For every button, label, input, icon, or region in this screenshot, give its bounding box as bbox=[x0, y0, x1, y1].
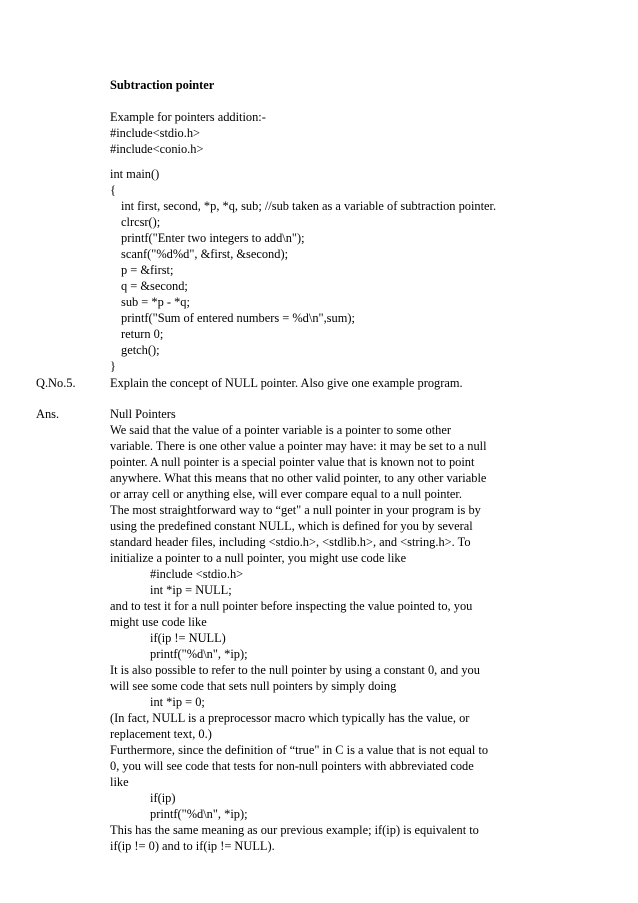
answer-line: or array cell or anything else, will ever compare equal to a null pointer. bbox=[110, 487, 462, 501]
answer-line: variable. There is one other value a pointer may have: it may be set to a null bbox=[110, 439, 487, 453]
code-line: printf("Sum of entered numbers = %d\n",sum); bbox=[121, 311, 355, 325]
answer-line: might use code like bbox=[110, 615, 207, 629]
section-title: Subtraction pointer bbox=[110, 78, 215, 92]
answer-line: We said that the value of a pointer variable is a pointer to some other bbox=[110, 423, 452, 437]
code-line: sub = *p - *q; bbox=[121, 295, 190, 309]
answer-line: Furthermore, since the definition of “true" in C is a value that is not equal to bbox=[110, 743, 489, 757]
answer-line: It is also possible to refer to the null pointer by using a constant 0, and you bbox=[110, 663, 480, 677]
answer-line: The most straightforward way to “get" a null pointer in your program is by bbox=[110, 503, 481, 517]
answer-line: if(ip != 0) and to if(ip != NULL). bbox=[110, 839, 275, 853]
answer-code-line: #include <stdio.h> bbox=[150, 567, 244, 581]
answer-line: pointer. A null pointer is a special pointer value that is known not to point bbox=[110, 455, 475, 469]
code-line: return 0; bbox=[121, 327, 164, 341]
answer-line: and to test it for a null pointer before inspecting the value pointed to, you bbox=[110, 599, 473, 613]
code-line: q = &second; bbox=[121, 279, 188, 293]
code-line: p = &first; bbox=[121, 263, 174, 277]
code-close-brace: } bbox=[110, 359, 116, 373]
answer-line: like bbox=[110, 775, 129, 789]
answer-code-line: int *ip = NULL; bbox=[150, 583, 232, 597]
answer-line: This has the same meaning as our previous example; if(ip) is equivalent to bbox=[110, 823, 479, 837]
answer-line: replacement text, 0.) bbox=[110, 727, 212, 741]
code-include-line: #include<stdio.h> bbox=[110, 126, 201, 140]
code-include-line: #include<conio.h> bbox=[110, 142, 204, 156]
question-label: Q.No.5. bbox=[36, 376, 76, 390]
answer-line: using the predefined constant NULL, which is defined for you by several bbox=[110, 519, 473, 533]
code-line: printf("Enter two integers to add\n"); bbox=[121, 231, 305, 245]
answer-line: standard header files, including <stdio.h>, <stdlib.h>, and <string.h>. To bbox=[110, 535, 471, 549]
answer-line: will see some code that sets null pointers by simply doing bbox=[110, 679, 397, 693]
answer-line: (In fact, NULL is a preprocessor macro which typically has the value, or bbox=[110, 711, 470, 725]
code-line: clrcsr(); bbox=[121, 215, 161, 229]
code-line: scanf("%d%d", &first, &second); bbox=[121, 247, 289, 261]
intro-text: Example for pointers addition:- bbox=[110, 110, 266, 124]
answer-line: initialize a pointer to a null pointer, you might use code like bbox=[110, 551, 407, 565]
code-main-line: int main() bbox=[110, 167, 160, 181]
answer-code-line: printf("%d\n", *ip); bbox=[150, 807, 248, 821]
question-text: Explain the concept of NULL pointer. Also give one example program. bbox=[110, 376, 463, 390]
answer-code-line: if(ip) bbox=[150, 791, 176, 805]
answer-heading: Null Pointers bbox=[110, 407, 176, 421]
answer-code-line: printf("%d\n", *ip); bbox=[150, 647, 248, 661]
answer-line: anywhere. What this means that no other valid pointer, to any other variable bbox=[110, 471, 487, 485]
answer-code-line: if(ip != NULL) bbox=[150, 631, 226, 645]
code-line: int first, second, *p, *q, sub; //sub taken as a variable of subtraction pointer. bbox=[121, 199, 497, 213]
answer-label: Ans. bbox=[36, 407, 60, 421]
code-open-brace: { bbox=[110, 183, 116, 197]
answer-line: 0, you will see code that tests for non-null pointers with abbreviated code bbox=[110, 759, 474, 773]
answer-code-line: int *ip = 0; bbox=[150, 695, 205, 709]
code-line: getch(); bbox=[121, 343, 160, 357]
